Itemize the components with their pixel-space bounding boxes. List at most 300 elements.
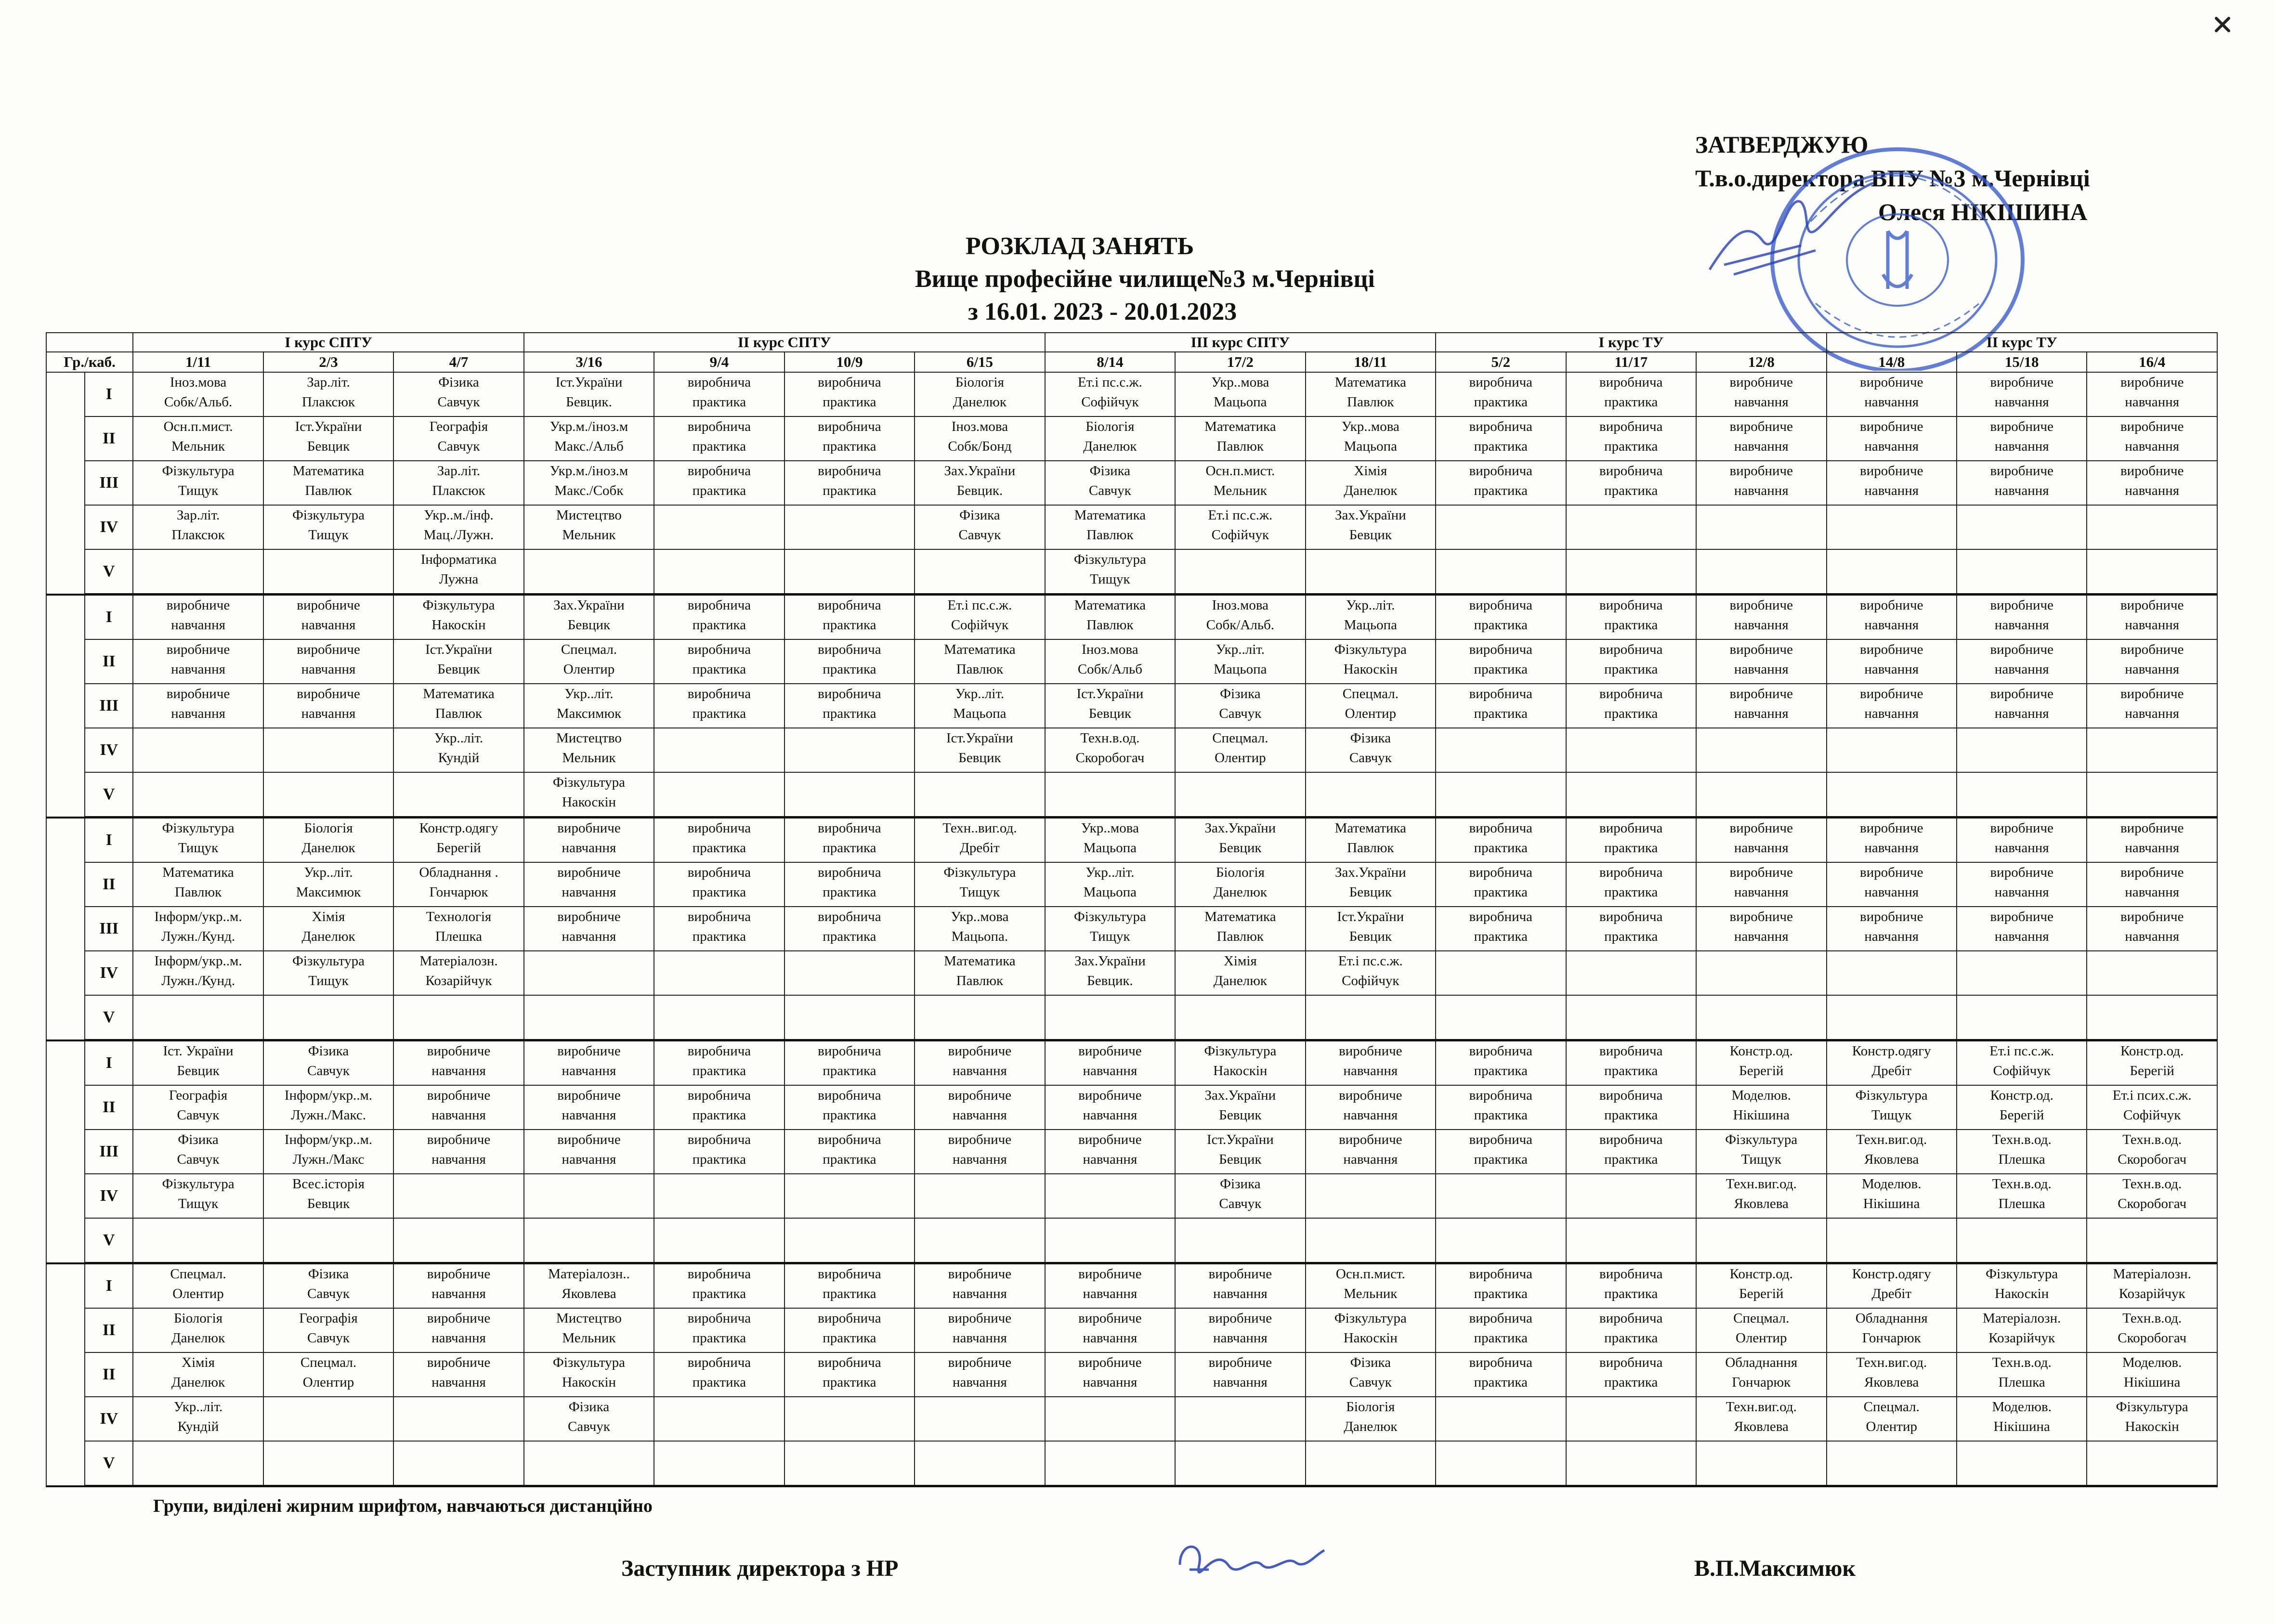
group-header: 18/11: [1306, 352, 1436, 372]
schedule-cell: Техн.в.од. Скоробогач: [2087, 1308, 2217, 1352]
schedule-cell: Інформ/укр..м. Лужн./Кунд.: [133, 907, 263, 951]
schedule-cell: [1957, 728, 2087, 772]
schedule-cell: виробниче навчання: [2087, 639, 2217, 684]
schedule-cell: Математика Павлюк: [1045, 595, 1175, 640]
schedule-cell: виробнича практика: [654, 639, 784, 684]
schedule-cell: [263, 772, 393, 818]
schedule-cell: виробнича практика: [1566, 818, 1696, 863]
schedule-cell: виробниче навчання: [1175, 1263, 1305, 1309]
schedule-cell: виробнича практика: [1566, 595, 1696, 640]
schedule-cell: виробниче навчання: [524, 1085, 654, 1130]
deputy-name: В.П.Максимюк: [1694, 1556, 1856, 1581]
schedule-cell: виробнича практика: [654, 1130, 784, 1174]
close-icon[interactable]: [2214, 16, 2231, 33]
schedule-cell: виробниче навчання: [1827, 684, 1957, 728]
schedule-row: [46, 1130, 2217, 1174]
signature-icon: [1170, 1536, 1329, 1594]
schedule-cell: виробнича практика: [784, 1352, 915, 1397]
schedule-cell: Матеріалозн. Козарійчук: [2087, 1263, 2217, 1309]
lesson-number: І: [85, 1040, 133, 1086]
schedule-cell: виробнича практика: [1436, 639, 1566, 684]
schedule-cell: Фізкультура Накоскін: [1306, 639, 1436, 684]
schedule-cell: виробниче навчання: [1827, 595, 1957, 640]
schedule-cell: Математика Павлюк: [393, 684, 524, 728]
day-label: [46, 1040, 85, 1263]
schedule-cell: Математика Павлюк: [1175, 907, 1305, 951]
group-header: 2/3: [263, 352, 393, 372]
schedule-cell: виробнича практика: [654, 1308, 784, 1352]
schedule-cell: виробнича практика: [1436, 461, 1566, 505]
schedule-cell: виробнича практика: [1566, 639, 1696, 684]
schedule-cell: виробниче навчання: [1696, 372, 1827, 416]
schedule-cell: Інформ/укр..м. Лужн./Кунд.: [133, 951, 263, 995]
schedule-row: [46, 461, 2217, 505]
schedule-cell: [2087, 995, 2217, 1040]
schedule-cell: [1306, 772, 1436, 818]
schedule-cell: виробниче навчання: [1696, 595, 1827, 640]
schedule-cell: [1827, 951, 1957, 995]
schedule-cell: виробниче навчання: [1827, 907, 1957, 951]
schedule-cell: Обладнання . Гончарюк: [393, 862, 524, 907]
schedule-cell: [2087, 951, 2217, 995]
schedule-cell: Географія Савчук: [133, 1085, 263, 1130]
course-header: І курс ТУ: [1436, 333, 1826, 352]
schedule-cell: [263, 995, 393, 1040]
schedule-cell: [1045, 1441, 1175, 1486]
schedule-cell: Фізкультура Тищук: [1045, 907, 1175, 951]
schedule-cell: Іноз.мова Собк/Альб.: [1175, 595, 1305, 640]
schedule-cell: Фізика Савчук: [1306, 728, 1436, 772]
schedule-cell: [1306, 1174, 1436, 1218]
schedule-cell: Техн.виг.од. Яковлева: [1696, 1174, 1827, 1218]
schedule-cell: виробниче навчання: [1957, 595, 2087, 640]
schedule-cell: [1045, 1397, 1175, 1441]
schedule-cell: виробнича практика: [1436, 1308, 1566, 1352]
schedule-cell: виробнича практика: [1566, 1308, 1696, 1352]
schedule-cell: Матеріалозн. Козарійчук: [1957, 1308, 2087, 1352]
group-header: 17/2: [1175, 352, 1305, 372]
schedule-cell: виробнича практика: [654, 416, 784, 461]
schedule-cell: виробниче навчання: [1827, 862, 1957, 907]
schedule-cell: виробнича практика: [1566, 1263, 1696, 1309]
schedule-cell: Ет.і пс.с.ж. Софійчук: [1045, 372, 1175, 416]
schedule-cell: Ет.і пс.с.ж. Софійчук: [915, 595, 1045, 640]
schedule-cell: виробнича практика: [1566, 1352, 1696, 1397]
schedule-cell: виробнича практика: [1436, 416, 1566, 461]
schedule-cell: Математика Павлюк: [915, 639, 1045, 684]
schedule-cell: [784, 728, 915, 772]
schedule-cell: виробниче навчання: [1827, 416, 1957, 461]
approval-heading: ЗАТВЕРДЖУЮ: [1695, 131, 1869, 158]
schedule-cell: [1436, 1397, 1566, 1441]
schedule-cell: виробниче навчання: [1306, 1130, 1436, 1174]
schedule-cell: виробниче навчання: [524, 818, 654, 863]
schedule-cell: Фізика Савчук: [1306, 1352, 1436, 1397]
schedule-cell: [393, 1218, 524, 1263]
schedule-cell: [1827, 728, 1957, 772]
schedule-cell: Фізкультура Накоскін: [524, 1352, 654, 1397]
schedule-cell: Фізика Савчук: [393, 372, 524, 416]
schedule-cell: виробнича практика: [654, 1263, 784, 1309]
schedule-cell: виробнича практика: [784, 818, 915, 863]
schedule-cell: Біологія Данелюк: [1175, 862, 1305, 907]
schedule-cell: [2087, 549, 2217, 595]
schedule-cell: Інформ/укр..м. Лужн./Макс.: [263, 1085, 393, 1130]
schedule-cell: [1045, 995, 1175, 1040]
schedule-cell: [1827, 505, 1957, 549]
schedule-cell: виробнича практика: [1436, 1040, 1566, 1086]
schedule-row: [46, 1085, 2217, 1130]
schedule-cell: виробниче навчання: [1957, 818, 2087, 863]
schedule-cell: [2087, 728, 2217, 772]
schedule-cell: виробнича практика: [784, 1130, 915, 1174]
schedule-cell: Осн.п.мист. Мельник: [133, 416, 263, 461]
schedule-cell: виробнича практика: [784, 461, 915, 505]
schedule-row: [46, 1397, 2217, 1441]
schedule-cell: [1696, 951, 1827, 995]
schedule-cell: [1827, 549, 1957, 595]
schedule-cell: [654, 772, 784, 818]
schedule-cell: Фізкультура Накоскін: [524, 772, 654, 818]
schedule-cell: виробнича практика: [1566, 684, 1696, 728]
schedule-cell: виробниче навчання: [915, 1085, 1045, 1130]
lesson-number: V: [85, 549, 133, 595]
schedule-cell: [1436, 951, 1566, 995]
schedule-cell: Констр.одягу Дребіт: [1827, 1040, 1957, 1086]
schedule-row: [46, 416, 2217, 461]
schedule-row: [46, 1174, 2217, 1218]
schedule-cell: [524, 995, 654, 1040]
schedule-cell: виробниче навчання: [1045, 1352, 1175, 1397]
schedule-cell: виробниче навчання: [1957, 862, 2087, 907]
lesson-number: ІV: [85, 728, 133, 772]
schedule-cell: Технологія Плешка: [393, 907, 524, 951]
schedule-cell: виробниче навчання: [393, 1130, 524, 1174]
schedule-cell: Зах.України Бевцик: [524, 595, 654, 640]
schedule-cell: Укр..літ. Мацьопа: [915, 684, 1045, 728]
schedule-cell: [784, 1441, 915, 1486]
schedule-cell: Спецмал. Олентир: [1306, 684, 1436, 728]
schedule-cell: [263, 1218, 393, 1263]
lesson-number: І: [85, 818, 133, 863]
lesson-number: І: [85, 372, 133, 416]
schedule-row: [46, 505, 2217, 549]
signature-icon: [1705, 173, 1878, 279]
course-header: ІІІ курс СПТУ: [1045, 333, 1436, 352]
schedule-cell: [1175, 772, 1305, 818]
schedule-cell: Іст.України Бевцик: [393, 639, 524, 684]
schedule-row: [46, 728, 2217, 772]
schedule-cell: виробнича практика: [784, 1263, 915, 1309]
course-header: ІІ курс ТУ: [1827, 333, 2217, 352]
schedule-cell: виробниче навчання: [133, 684, 263, 728]
lesson-number: ІІ: [85, 639, 133, 684]
schedule-cell: [1957, 1441, 2087, 1486]
schedule-cell: Констр.одягу Дребіт: [1827, 1263, 1957, 1309]
schedule-row: [46, 772, 2217, 818]
group-header: 5/2: [1436, 352, 1566, 372]
schedule-cell: виробниче навчання: [133, 595, 263, 640]
schedule-cell: [784, 951, 915, 995]
schedule-cell: [654, 951, 784, 995]
schedule-cell: виробнича практика: [784, 1308, 915, 1352]
schedule-cell: [1827, 772, 1957, 818]
schedule-cell: [524, 1441, 654, 1486]
schedule-cell: [784, 995, 915, 1040]
schedule-cell: виробниче навчання: [2087, 862, 2217, 907]
schedule-row: [46, 1352, 2217, 1397]
schedule-cell: [524, 1174, 654, 1218]
schedule-cell: Іст.України Бевцик: [1045, 684, 1175, 728]
schedule-cell: виробниче навчання: [1175, 1308, 1305, 1352]
schedule-row: [46, 684, 2217, 728]
schedule-cell: [654, 728, 784, 772]
schedule-cell: Іноз.мова Собк/Альб: [1045, 639, 1175, 684]
schedule-cell: [1045, 1174, 1175, 1218]
schedule-cell: [2087, 505, 2217, 549]
schedule-cell: виробнича практика: [654, 1352, 784, 1397]
approval-name: Олеся НІКІШИНА: [1878, 198, 2088, 225]
schedule-row: [46, 1308, 2217, 1352]
schedule-cell: [654, 1397, 784, 1441]
lesson-number: ІІ: [85, 416, 133, 461]
schedule-cell: [784, 1218, 915, 1263]
schedule-cell: виробнича практика: [1566, 907, 1696, 951]
schedule-cell: Математика Павлюк: [915, 951, 1045, 995]
schedule-cell: виробниче навчання: [1045, 1085, 1175, 1130]
schedule-cell: Фізика Савчук: [1045, 461, 1175, 505]
schedule-cell: Ет.і пс.с.ж. Софійчук: [1957, 1040, 2087, 1086]
group-header: 10/9: [784, 352, 915, 372]
group-header: 3/16: [524, 352, 654, 372]
schedule-cell: Зар.літ. Плаксюк: [263, 372, 393, 416]
schedule-cell: [1696, 1441, 1827, 1486]
schedule-cell: [1827, 1218, 1957, 1263]
schedule-cell: виробнича практика: [1436, 1130, 1566, 1174]
schedule-row: [46, 1441, 2217, 1486]
schedule-cell: виробниче навчання: [263, 639, 393, 684]
group-header: 4/7: [393, 352, 524, 372]
schedule-cell: [915, 549, 1045, 595]
schedule-cell: Моделюв. Нікішина: [1696, 1085, 1827, 1130]
course-header-row: [46, 333, 2217, 352]
schedule-cell: Математика Павлюк: [263, 461, 393, 505]
schedule-cell: [784, 1174, 915, 1218]
schedule-cell: Техн.в.од. Скоробогач: [2087, 1174, 2217, 1218]
schedule-cell: [1566, 1397, 1696, 1441]
schedule-cell: [654, 1218, 784, 1263]
schedule-cell: Укр.м./іноз.м Макс./Собк: [524, 461, 654, 505]
schedule-row: [46, 818, 2217, 863]
schedule-cell: Інформатика Лужна: [393, 549, 524, 595]
lesson-number: І: [85, 1263, 133, 1309]
schedule-cell: Спецмал. Олентир: [133, 1263, 263, 1309]
lesson-number: V: [85, 1441, 133, 1486]
schedule-cell: виробниче навчання: [2087, 684, 2217, 728]
schedule-cell: Техн.в.од. Плешка: [1957, 1130, 2087, 1174]
schedule-cell: виробниче навчання: [393, 1085, 524, 1130]
schedule-cell: [1045, 772, 1175, 818]
lesson-number: ІІІ: [85, 461, 133, 505]
schedule-cell: Укр..мова Мацьопа: [1175, 372, 1305, 416]
schedule-cell: Матеріалозн.. Яковлева: [524, 1263, 654, 1309]
schedule-cell: виробниче навчання: [2087, 595, 2217, 640]
schedule-cell: виробнича практика: [654, 818, 784, 863]
schedule-cell: виробнича практика: [784, 862, 915, 907]
schedule-cell: Іст.України Бевцик: [263, 416, 393, 461]
schedule-cell: [1827, 995, 1957, 1040]
lesson-number: ІV: [85, 505, 133, 549]
schedule-row: [46, 862, 2217, 907]
schedule-cell: [393, 1397, 524, 1441]
schedule-cell: виробниче навчання: [524, 907, 654, 951]
schedule-row: [46, 595, 2217, 640]
schedule-cell: Фізкультура Накоскін: [2087, 1397, 2217, 1441]
schedule-cell: Зах.України Бевцик: [1306, 505, 1436, 549]
schedule-cell: виробниче навчання: [1827, 461, 1957, 505]
schedule-cell: Математика Павлюк: [133, 862, 263, 907]
schedule-cell: виробнича практика: [1436, 818, 1566, 863]
schedule-cell: виробнича практика: [1566, 372, 1696, 416]
schedule-cell: виробниче навчання: [1957, 416, 2087, 461]
schedule-cell: виробнича практика: [654, 372, 784, 416]
schedule-cell: виробниче навчання: [524, 1040, 654, 1086]
schedule-cell: виробниче навчання: [1175, 1352, 1305, 1397]
schedule-cell: виробнича практика: [1436, 1352, 1566, 1397]
schedule-cell: [524, 1218, 654, 1263]
schedule-row: [46, 372, 2217, 416]
schedule-cell: Хімія Данелюк: [1175, 951, 1305, 995]
group-header: 6/15: [915, 352, 1045, 372]
corner-label: Гр./каб.: [46, 352, 133, 372]
schedule-cell: Констр.одягу Берегій: [393, 818, 524, 863]
schedule-cell: Зах.України Бевцик.: [1045, 951, 1175, 995]
schedule-cell: виробниче навчання: [1957, 907, 2087, 951]
schedule-cell: [1175, 1441, 1305, 1486]
schedule-cell: [1696, 1218, 1827, 1263]
schedule-cell: виробниче навчання: [1696, 684, 1827, 728]
schedule-cell: [1175, 995, 1305, 1040]
schedule-row: [46, 995, 2217, 1040]
course-header: ІІ курс СПТУ: [524, 333, 1045, 352]
schedule-cell: Фізкультура Тищук: [1827, 1085, 1957, 1130]
schedule-cell: Обладнання Гончарюк: [1696, 1352, 1827, 1397]
schedule-cell: [1696, 772, 1827, 818]
schedule-cell: виробниче навчання: [2087, 818, 2217, 863]
schedule-cell: Зах.України Бевцик: [1175, 818, 1305, 863]
schedule-cell: виробниче навчання: [1696, 818, 1827, 863]
schedule-cell: Фізкультура Накоскін: [1957, 1263, 2087, 1309]
schedule-cell: [1045, 1218, 1175, 1263]
day-label: [46, 1263, 85, 1486]
schedule-cell: Укр..мова Мацьопа: [1045, 818, 1175, 863]
schedule-cell: [133, 995, 263, 1040]
schedule-cell: [1306, 1218, 1436, 1263]
schedule-cell: Хімія Данелюк: [263, 907, 393, 951]
schedule-cell: Географія Савчук: [263, 1308, 393, 1352]
schedule-cell: виробниче навчання: [2087, 416, 2217, 461]
schedule-cell: Констр.од. Берегій: [1957, 1085, 2087, 1130]
schedule-cell: виробниче навчання: [915, 1308, 1045, 1352]
schedule-cell: Математика Павлюк: [1306, 372, 1436, 416]
schedule-cell: виробнича практика: [784, 907, 915, 951]
schedule-cell: [263, 549, 393, 595]
schedule-cell: [654, 505, 784, 549]
schedule-cell: [1957, 995, 2087, 1040]
schedule-cell: [2087, 1218, 2217, 1263]
schedule-cell: Фізкультура Накоскін: [393, 595, 524, 640]
schedule-cell: виробнича практика: [1436, 684, 1566, 728]
schedule-cell: Математика Павлюк: [1306, 818, 1436, 863]
lesson-number: ІІ: [85, 1352, 133, 1397]
schedule-cell: Мистецтво Мельник: [524, 728, 654, 772]
schedule-cell: виробниче навчання: [1827, 818, 1957, 863]
schedule-cell: [263, 1441, 393, 1486]
lesson-number: V: [85, 1218, 133, 1263]
lesson-number: ІІІ: [85, 1130, 133, 1174]
schedule-cell: Математика Павлюк: [1175, 416, 1305, 461]
corner-empty: [46, 333, 133, 352]
schedule-cell: [1436, 549, 1566, 595]
schedule-cell: виробнича практика: [654, 1085, 784, 1130]
schedule-cell: [1957, 505, 2087, 549]
schedule-cell: виробниче навчання: [263, 684, 393, 728]
schedule-cell: Біологія Данелюк: [1306, 1397, 1436, 1441]
schedule-cell: Спецмал. Олентир: [263, 1352, 393, 1397]
schedule-cell: [784, 772, 915, 818]
schedule-cell: [1957, 1218, 2087, 1263]
schedule-cell: [1175, 549, 1305, 595]
schedule-cell: [1566, 549, 1696, 595]
schedule-cell: [654, 549, 784, 595]
schedule-cell: [1306, 995, 1436, 1040]
schedule-cell: Укр..літ. Мацьопа: [1045, 862, 1175, 907]
schedule-cell: Констр.од. Берегій: [2087, 1040, 2217, 1086]
schedule-cell: виробнича практика: [1436, 907, 1566, 951]
lesson-number: ІV: [85, 1397, 133, 1441]
schedule-cell: Техн.в.од. Скоробогач: [1045, 728, 1175, 772]
deputy-label: Заступник директора з НР: [621, 1556, 899, 1581]
schedule-cell: Зах.України Бевцик: [1306, 862, 1436, 907]
schedule-cell: Фізика Савчук: [263, 1040, 393, 1086]
schedule-cell: [1566, 772, 1696, 818]
schedule-cell: Фізкультура Тищук: [133, 1174, 263, 1218]
schedule-cell: [1436, 1218, 1566, 1263]
schedule-cell: Іст. України Бевцик: [133, 1040, 263, 1086]
schedule-cell: Техн.в.од. Плешка: [1957, 1352, 2087, 1397]
schedule-cell: Зах.України Бевцик.: [915, 461, 1045, 505]
schedule-cell: виробнича практика: [784, 595, 915, 640]
schedule-cell: виробнича практика: [654, 907, 784, 951]
schedule-cell: [1566, 728, 1696, 772]
schedule-cell: Констр.од. Берегій: [1696, 1263, 1827, 1309]
lesson-number: І: [85, 595, 133, 640]
schedule-cell: Укр..літ. Максимюк: [263, 862, 393, 907]
lesson-number: ІІІ: [85, 907, 133, 951]
schedule-cell: Іноз.мова Собк/Бонд: [915, 416, 1045, 461]
schedule-cell: виробнича практика: [1566, 416, 1696, 461]
schedule-cell: [133, 549, 263, 595]
group-header: 11/17: [1566, 352, 1696, 372]
schedule-cell: [915, 995, 1045, 1040]
schedule-cell: [524, 549, 654, 595]
schedule-row: [46, 951, 2217, 995]
schedule-cell: виробнича практика: [784, 372, 915, 416]
schedule-cell: Іст.України Бевцик: [1306, 907, 1436, 951]
schedule-cell: виробниче навчання: [133, 639, 263, 684]
schedule-body: [46, 372, 2217, 1486]
schedule-cell: Укр..літ. Мацьопа: [1175, 639, 1305, 684]
